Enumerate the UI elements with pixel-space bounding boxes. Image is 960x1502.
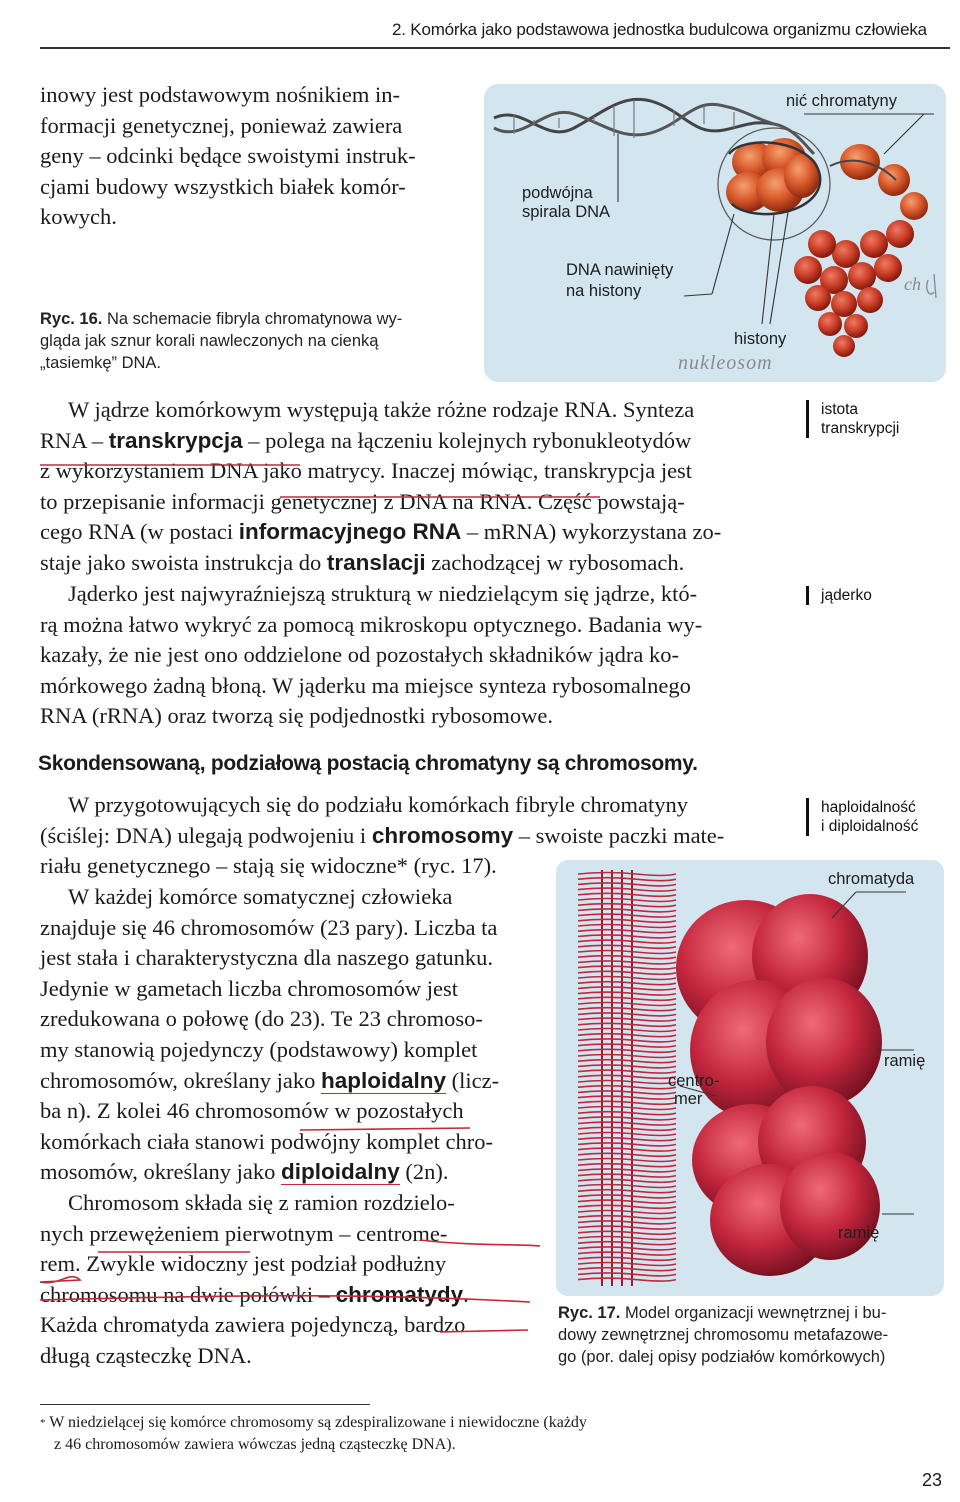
count-line: znajduje się 46 chromosomów (23 pary). Liczba ta: [40, 914, 498, 940]
structure-line: długą cząsteczkę DNA.: [40, 1342, 252, 1368]
footnote-rule: [40, 1404, 370, 1405]
count-line: mosomów, określany jako diploidalny (2n).: [40, 1159, 449, 1185]
count-line: zredukowana o połowę (do 23). Te 23 chromoso-: [40, 1006, 483, 1032]
count-line: ba n). Z kolei 46 chromosomów w pozostałych: [40, 1098, 464, 1124]
caption-ref: Ryc. 16.: [40, 310, 103, 328]
rna-line: z wykorzystaniem DNA jako matrycy. Inaczej mówiąc, transkrypcja jest: [40, 458, 693, 484]
label-arm-upper: ramię: [884, 1052, 926, 1070]
label-centromere: [668, 1072, 719, 1108]
count-line: komórkach ciała stanowi podwójny komplet chro-: [40, 1128, 494, 1154]
count-line: Jedynie w gametach liczba chromosomów jest: [40, 975, 458, 1001]
text-run: RNA –: [40, 427, 109, 453]
count-line: jest stała i charakterystyczna dla naszego gatunku.: [40, 945, 493, 971]
intro-line: inowy jest podstawowym nośnikiem in-: [40, 82, 400, 107]
caption-line: „tasiemkę” DNA.: [40, 354, 162, 372]
label-double-helix-line: spirala DNA: [522, 203, 611, 221]
handwritten-nucleosome-note: nukleosom: [678, 352, 773, 374]
caption-line: gląda jak sznur korali nawleczonych na cienką: [40, 332, 379, 350]
label-centromere-line: mer: [674, 1090, 703, 1108]
term-chromosomes: chromosomy: [371, 822, 514, 848]
structure-line: rem. Zwykle widoczny jest podział podłużny: [40, 1251, 447, 1277]
term-chromatids: chromatydy: [335, 1281, 464, 1307]
margin-note-line: transkrypcji: [821, 420, 900, 437]
chromosomes-line: riału genetycznego – stają się widoczne* (ryc. 17).: [40, 853, 497, 879]
pen-underline: [300, 1128, 470, 1130]
term-translation: translacji: [326, 549, 426, 575]
handwritten-margin-note: ch: [904, 274, 921, 294]
label-centromere-line: centro-: [668, 1072, 720, 1090]
figure-17-caption: [558, 1302, 948, 1368]
margin-note-line: haploidalność: [821, 799, 916, 816]
term-diploid: diploidalny: [281, 1159, 400, 1185]
figure-17: [556, 860, 944, 1296]
rna-line: W jądrze komórkowym występują także różne rodzaje RNA. Synteza: [68, 397, 695, 422]
label-chromatin-fiber: nić chromatyny: [786, 92, 897, 110]
term-transcription: transkrypcja: [108, 427, 243, 453]
footnote: [40, 1412, 800, 1456]
section-heading: Skondensowaną, podziałową postacią chromatyny są chromosomy.: [38, 752, 698, 775]
nucleolus-line: kazały, że nie jest ono oddzielone od pozostałych składników jądra ko-: [40, 642, 679, 668]
pen-underline: [40, 1277, 80, 1283]
rna-line: to przepisanie informacji genetycznej z DNA na RNA. Część powstają-: [40, 488, 685, 514]
nucleolus-line: mórkowego żadną błoną. W jąderku ma miejsce synteza rybosomalnego: [40, 672, 691, 698]
rna-line: staje jako swoista instrukcja do translacji zachodzącej w rybosomach.: [40, 549, 685, 575]
pen-underline: [40, 1296, 530, 1302]
chromosomes-line: (ściślej: DNA) ulegają podwojeniu i chromosomy – swoiste paczki mate-: [40, 822, 725, 848]
footnote-line: W niedzielącej się komórce chromosomy są zdespiralizowane i niewidoczne (każdy: [49, 1414, 587, 1431]
chromosomes-line: W przygotowujących się do podziału komórkach fibryle chromatyny: [68, 792, 689, 817]
caption-line: dowy zewnętrznej chromosomu metafazowe-: [558, 1326, 889, 1344]
margin-note-line: i diploidalność: [821, 818, 919, 835]
label-dna-wound-line: na histony: [566, 282, 642, 300]
intro-line: formacji genetycznej, ponieważ zawiera: [40, 112, 403, 138]
count-line: chromosomów, określany jako haploidalny (licz-: [40, 1067, 500, 1093]
term-haploid: haploidalny: [321, 1067, 447, 1093]
label-arm-lower: ramię: [838, 1224, 880, 1242]
footnote-line: z 46 chromosomów zawiera wówczas jedną cząsteczkę DNA).: [54, 1436, 456, 1453]
intro-line: geny – odcinki będące swoistymi instruk-: [40, 143, 416, 169]
structure-line: nych przewężeniem pierwotnym – centrome-: [40, 1220, 448, 1246]
page-number: 23: [922, 1470, 943, 1490]
label-double-helix-line: podwójna: [522, 184, 593, 202]
rna-line: cego RNA (w postaci informacyjnego RNA – mRNA) wykorzystana zo-: [40, 519, 722, 545]
structure-line: chromosomu na dwie połówki – chromatydy.: [40, 1281, 469, 1307]
label-histones: histony: [734, 330, 787, 348]
caption-line: go (por. dalej opisy podziałów komórkowych): [558, 1348, 886, 1366]
nucleolus-line: Jąderko jest najwyraźniejszą strukturą w niedzielącym się jądrze, któ-: [68, 581, 698, 606]
pen-underline: [440, 1330, 528, 1332]
rna-line: RNA – transkrypcja – polega na łączeniu kolejnych rybonukleotydów: [40, 427, 692, 453]
caption-line: Na schemacie fibryla chromatynowa wy-: [106, 310, 403, 328]
footnote-mark: *: [40, 1417, 46, 1429]
label-chromatid: chromatyda: [828, 870, 915, 888]
pen-underline: [420, 1240, 540, 1246]
term-mrna: informacyjnego RNA: [238, 519, 462, 545]
running-title: 2. Komórka jako podstawowa jednostka budulcowa organizmu człowieka: [392, 20, 927, 39]
label-dna-wound-line: DNA nawinięty: [566, 261, 674, 279]
caption-ref: Ryc. 17.: [558, 1304, 621, 1322]
intro-line: cjami budowy wszystkich białek komór-: [40, 173, 406, 199]
structure-line: Każda chromatyda zawiera pojedynczą, bardzo: [40, 1312, 466, 1338]
nucleolus-line: RNA (rRNA) oraz tworzą się podjednostki rybosomowe.: [40, 703, 554, 729]
chromosome-diagram: [556, 860, 944, 1296]
count-line: my stanowią pojedynczy (podstawowy) komplet: [40, 1036, 478, 1062]
caption-line: Model organizacji wewnętrznej i bu-: [624, 1304, 887, 1322]
count-line: W każdej komórce somatycznej człowieka: [68, 884, 453, 909]
margin-note-nucleolus: jąderko: [806, 586, 872, 605]
margin-note-line: istota: [821, 401, 859, 418]
nucleolus-line: rą można łatwo wykryć za pomocą mikroskopu optycznego. Badania wy-: [40, 611, 703, 637]
structure-line: Chromosom składa się z ramion rozdzielo-: [68, 1190, 455, 1215]
intro-line: kowych.: [40, 204, 117, 230]
